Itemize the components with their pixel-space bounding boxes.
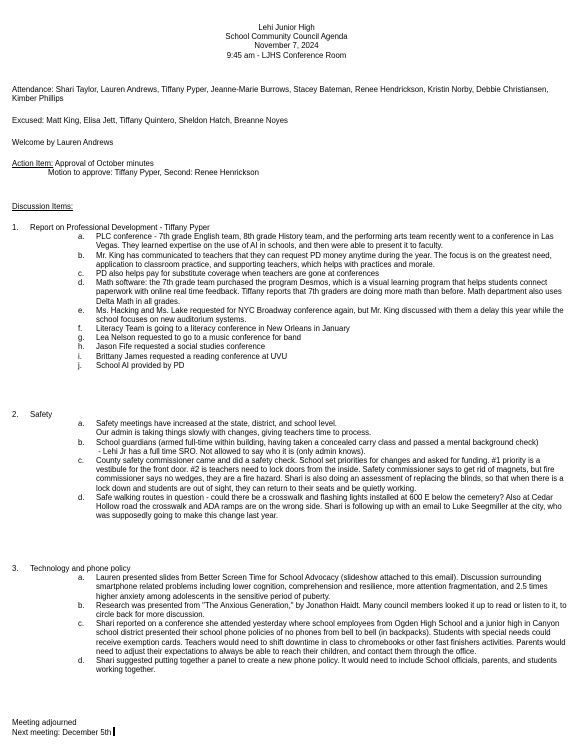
item-text: Lauren presented slides from Better Screen Time for School Advocacy (slideshow attached to this email). Discussion surrounding smartphone related problems including lower cognition, comprehension and resilience, more attention fragmentation, and 2.5 times higher anxiety among adolescents in the sensitive period of puberty. bbox=[96, 573, 548, 601]
item-text: Shari reported on a conference she attended yesterday where school employees from Ogden High School and a junior high in Canyon school district presented their school phone policies of no phones from bell to bell (in backpacks). Students with special needs could receive exemption cards. Teachers would need to shift downtime in class to chromebooks or other fast finishers activities. Parents would need to adjust their expectations to always be able to reach their children, and contact them through the office. bbox=[96, 619, 566, 656]
item-text: County safety commissioner came and did a safety check. School set priorities for changes and asked for funding. #1 priority is a vestibule for the front door. #2 is teachers need to lock doors from the inside. Safety commissioner says to get rid of magnets, but fire commissioner says no wedges, they are a fire hazard. Shari is also doing an assessment of replacing the blinds, so that when there is a lock down and students are out of sight, they can return to their seats and be quietly working. bbox=[96, 455, 564, 493]
section-items bbox=[12, 232, 567, 370]
item-note: - Lehi Jr has a full time SRO. Not allowed to say who it is (only admin knows). bbox=[96, 446, 366, 456]
item-letter: i. bbox=[78, 351, 82, 361]
item-letter: f. bbox=[78, 324, 83, 334]
list-item bbox=[12, 342, 567, 351]
list-item bbox=[12, 361, 567, 370]
excused-paragraph: Excused: Matt King, Elisa Jett, Tiffany Quintero, Sheldon Hatch, Breanne Noyes bbox=[12, 116, 288, 125]
item-letter: e. bbox=[78, 305, 85, 315]
attendance-paragraph: Attendance: Shari Taylor, Lauren Andrews, Tiffany Pyper, Jeanne-Marie Burrows, Stacey Bateman, Renee Hendrickson, Kristin Norby, Debbie Christiansen, Kimber Phillips bbox=[12, 85, 549, 104]
item-text: Ms. Hacking and Ms. Lake requested for NYC Broadway conference again, but Mr. King discussed with them a delay this year while the school focuses on new auditorium systems. bbox=[96, 305, 564, 324]
item-letter: b. bbox=[78, 600, 85, 610]
section-items bbox=[12, 573, 567, 674]
item-text: School AI provided by PD bbox=[96, 360, 185, 370]
list-item bbox=[12, 251, 567, 269]
section-number: 3. bbox=[12, 564, 19, 573]
section-items bbox=[12, 419, 567, 520]
item-text: Brittany James requested a reading conference at UVU bbox=[96, 351, 288, 361]
item-text: Mr. King has communicated to teachers that they can request PD money anytime during the year. The focus is on the greatest need, application to classroom practice, and supporting teachers, which helps with practices and morale. bbox=[96, 250, 552, 269]
discussion-items-heading: Discussion Items: bbox=[12, 202, 74, 211]
action-item bbox=[12, 159, 565, 177]
list-item bbox=[12, 306, 567, 324]
item-text: Safe walking routes in question - could there be a crosswalk and flashing lights installed at 600 E below the cemetery? Also at Cedar Hollow road the crosswalk and ADA ramps are on the wrong side. Shari is following up with an email to Luke Seegmiller at the city, who was supposedly going to make this change last year. bbox=[96, 492, 562, 521]
section-safety bbox=[12, 410, 567, 520]
list-item bbox=[12, 573, 567, 601]
item-text: Literacy Team is going to a literacy conference in New Orleans in January bbox=[96, 324, 350, 334]
list-item bbox=[12, 419, 567, 437]
meeting-time-place: 9:45 am - LJHS Conference Room bbox=[226, 50, 347, 60]
item-text: Shari suggested putting together a panel to create a new phone policy. It would need to include School officials, parents, and students working together. bbox=[96, 655, 557, 675]
item-note: Our admin is taking things slowly with changes, giving teachers time to process. bbox=[96, 428, 372, 438]
action-item-label: Action Item: bbox=[12, 159, 54, 168]
item-letter: a. bbox=[78, 573, 85, 583]
list-item bbox=[12, 619, 567, 656]
item-text: PLC conference - 7th grade English team, 8th grade History team, and the performing arts team recently went to a conference in Las Vegas. They learned expertise on the use of AI in schools, and then were able to present it to faculty. bbox=[96, 232, 554, 251]
list-item bbox=[12, 232, 567, 250]
motion-line: Motion to approve: Tiffany Pyper, Second: Renee Henrickson bbox=[48, 168, 259, 178]
school-name: Lehi Junior High bbox=[258, 23, 315, 32]
section-technology-phone-policy bbox=[12, 564, 567, 674]
document-footer bbox=[12, 718, 115, 737]
text-cursor bbox=[113, 727, 115, 736]
item-text: PD also helps pay for substitute coverage when teachers are gone at conferences bbox=[96, 268, 380, 278]
item-text: School guardians (armed full-time within building, having taken a concealed carry class and passed a mental background check) bbox=[96, 437, 539, 447]
item-letter: a. bbox=[78, 419, 85, 429]
item-letter: c. bbox=[78, 455, 85, 465]
section-title-text: Technology and phone policy bbox=[30, 564, 131, 573]
item-letter: c. bbox=[78, 619, 85, 629]
list-item bbox=[12, 456, 567, 493]
section-title-text: Safety bbox=[30, 410, 53, 419]
list-item bbox=[12, 278, 567, 306]
action-item-text: Approval of October minutes bbox=[53, 159, 154, 168]
item-text: Math software: the 7th grade team purchased the program Desmos, which is a visual learning program that helps students connect paperwork with online real time feedback. Tiffany reports that 7th graders are doing more math than before. Math department also uses Delta Math in all grades. bbox=[96, 278, 562, 306]
item-letter: d. bbox=[78, 492, 85, 502]
item-letter: c. bbox=[78, 268, 85, 278]
meeting-adjourned: Meeting adjourned bbox=[12, 718, 77, 727]
item-text: Safety meetings have increased at the state, district, and school level. bbox=[96, 419, 337, 429]
item-letter: a. bbox=[78, 232, 85, 242]
item-letter: b. bbox=[78, 437, 85, 447]
item-letter: g. bbox=[78, 333, 85, 343]
list-item bbox=[12, 438, 567, 456]
item-letter: d. bbox=[78, 655, 85, 665]
list-item bbox=[12, 601, 567, 619]
next-meeting-line[interactable] bbox=[12, 727, 115, 737]
list-item bbox=[12, 493, 567, 521]
item-text: Jason Fife requested a social studies conference bbox=[96, 342, 266, 352]
list-item bbox=[12, 324, 567, 333]
section-title bbox=[12, 564, 567, 573]
list-item bbox=[12, 333, 567, 342]
list-item bbox=[12, 269, 567, 278]
item-text: Research was presented from "The Anxious Generation," by Jonathon Haidt. Many council members looked it up to read or listen to it, to circle back for more discussion. bbox=[96, 600, 567, 619]
item-letter: d. bbox=[78, 278, 85, 288]
welcome-line: Welcome by Lauren Andrews bbox=[12, 138, 114, 147]
list-item bbox=[12, 352, 567, 361]
section-number: 2. bbox=[12, 410, 19, 419]
section-number: 1. bbox=[12, 223, 19, 232]
agenda-title: School Community Council Agenda bbox=[225, 32, 348, 42]
document-header bbox=[0, 23, 573, 60]
meeting-date: November 7, 2024 bbox=[254, 41, 319, 51]
section-title-text: Report on Professional Development - Tiffany Pyper bbox=[30, 223, 210, 232]
item-letter: b. bbox=[78, 250, 85, 260]
section-professional-development bbox=[12, 223, 567, 370]
item-text: Lea Nelson requested to go to a music conference for band bbox=[96, 333, 302, 343]
list-item bbox=[12, 656, 567, 674]
section-title bbox=[12, 223, 567, 232]
next-meeting: Next meeting: December 5th bbox=[12, 728, 112, 738]
item-letter: j. bbox=[78, 360, 82, 370]
section-title bbox=[12, 410, 567, 419]
item-letter: h. bbox=[78, 342, 85, 352]
